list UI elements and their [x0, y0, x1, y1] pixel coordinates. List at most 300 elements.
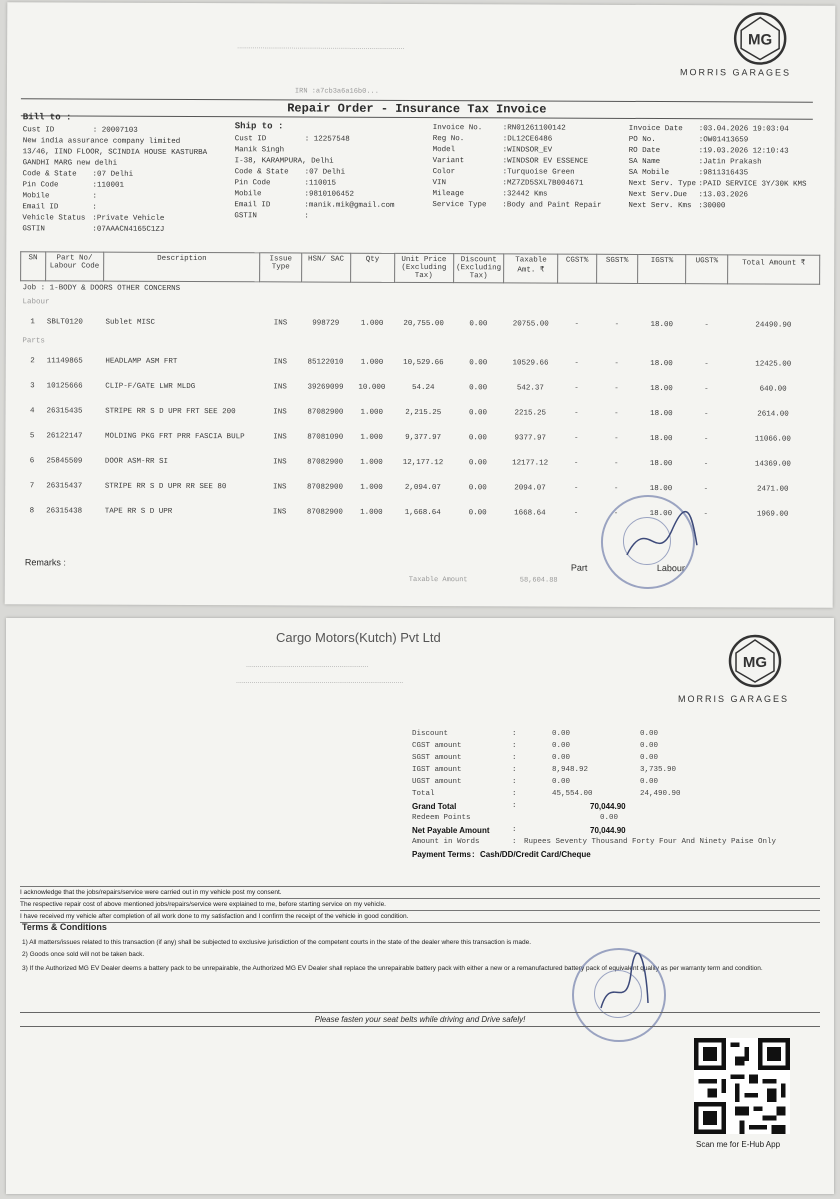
- column-header: CGST%: [558, 254, 597, 283]
- svg-text:MG: MG: [742, 654, 768, 671]
- cell-price: 2,094.07: [404, 483, 441, 492]
- kv-key: RO Date: [628, 146, 661, 156]
- cell-total: 640.00: [759, 384, 787, 394]
- cell-code: 26315437: [46, 481, 83, 491]
- cell-desc: Sublet MISC: [105, 318, 156, 327]
- cell-sn: 6: [29, 456, 35, 465]
- totals-k: SGST amount: [412, 754, 462, 762]
- kv-value: 13/46, IIND FLOOR, SCINDIA HOUSE KASTURBA: [22, 148, 208, 158]
- qr-code-icon[interactable]: [694, 1038, 790, 1134]
- cell-issue: INS: [273, 432, 287, 441]
- totals-c: :: [512, 742, 517, 750]
- mg-wordmark: MORRIS GARAGES: [679, 67, 792, 78]
- kv-value: :9810106452: [304, 190, 355, 199]
- cell-sn: 3: [30, 381, 35, 390]
- labour-footer-label: Labour: [656, 563, 685, 574]
- cell-disc: 0.00: [468, 433, 487, 442]
- kv-row: [234, 200, 394, 212]
- term-1: 1) All matters/issues related to this transaction (if any) shall be subjected to exclusive jurisdiction of the competent courts in the state of the dealer where this transaction is made.: [22, 939, 532, 946]
- kv-key: Mobile: [22, 192, 50, 201]
- kv-row: [22, 191, 207, 203]
- kv-row: [235, 145, 395, 157]
- company-address-faint: ...............................................................: [246, 662, 369, 669]
- kv-key: Vehicle Status: [22, 214, 86, 223]
- kv-value: :: [304, 212, 309, 221]
- kv-row: [433, 145, 602, 157]
- kv-key: Model: [432, 146, 456, 155]
- cell-qty: 1.000: [360, 508, 383, 517]
- kv-row: [23, 136, 208, 148]
- totals-b: 0.00: [640, 742, 659, 750]
- kv-row: [234, 211, 394, 223]
- column-header: Issue Type: [260, 253, 302, 282]
- totals-a: 0.00: [552, 730, 571, 738]
- cell-taxable: 2215.25: [514, 408, 547, 418]
- line-items-table: [19, 251, 820, 526]
- kv-row: [22, 180, 207, 192]
- totals-b: 24,490.90: [640, 790, 681, 798]
- cell-price: 1,668.64: [404, 508, 441, 517]
- cell-total: 2471.00: [756, 484, 789, 494]
- cell-hsn: 87082900: [307, 408, 344, 417]
- cell-disc: 0.00: [469, 408, 488, 417]
- kv-value: :07AAACN4165C1ZJ: [92, 225, 165, 234]
- kv-key: Reg No.: [432, 135, 465, 144]
- cell-issue: INS: [273, 457, 287, 466]
- cell-hsn: 85122010: [307, 358, 344, 367]
- seat-belt-notice: Please fasten your seat belts while driving and Drive safely!: [20, 1012, 820, 1027]
- cell-taxable: 1668.64: [514, 508, 546, 518]
- kv-row: [22, 202, 207, 214]
- kv-row: [235, 178, 395, 190]
- column-header: Total Amount ₹: [728, 255, 820, 284]
- kv-key: GSTIN: [234, 212, 257, 221]
- cell-issue: INS: [272, 507, 287, 516]
- cell-hsn: 87082900: [307, 458, 344, 467]
- kv-value: :32442 Kms: [502, 190, 548, 199]
- totals-a: 0.00: [552, 778, 571, 786]
- kv-key: PO No.: [628, 135, 656, 145]
- kv-value: :RN01261100142: [502, 124, 566, 133]
- term-2: 2) Goods once sold will not be taken back.: [22, 951, 145, 958]
- cell-qty: 1.000: [360, 483, 383, 492]
- kv-row: [629, 124, 807, 136]
- cell-desc: CLIP-F/GATE LWR MLDG: [105, 382, 196, 391]
- cell-ugst: -: [704, 359, 709, 368]
- parts-section-label: Parts: [22, 337, 45, 346]
- column-header: IGST%: [638, 254, 686, 283]
- cell-cgst: -: [574, 320, 580, 329]
- kv-value: :Private Vehicle: [92, 214, 165, 223]
- cell-sgst: -: [614, 434, 619, 443]
- kv-row: [235, 156, 395, 168]
- kv-row: [432, 200, 601, 212]
- column-header: SGST%: [596, 254, 638, 283]
- kv-value: :Body and Paint Repair: [502, 201, 602, 210]
- remarks-label: Remarks :: [24, 557, 66, 568]
- cell-desc: TAPE RR S D UPR: [104, 507, 173, 516]
- cell-sgst: -: [614, 359, 619, 368]
- kv-key: Invoice No.: [432, 124, 483, 133]
- totals-c: :: [512, 754, 517, 762]
- cell-code: 10125666: [46, 381, 83, 391]
- cell-taxable: 20755.00: [512, 319, 549, 329]
- kv-row: [628, 201, 806, 213]
- kv-value: :OW01413659: [698, 136, 749, 145]
- cell-sgst: -: [614, 409, 619, 418]
- kv-key: Variant: [432, 157, 465, 166]
- cell-ugst: -: [704, 384, 709, 393]
- kv-value: : 20007103: [92, 126, 138, 135]
- invoice-page-2: Cargo Motors(Kutch) Pvt Ltd ............................................................... ...................................................................................... MG MORRIS GARAGES Discount : 0.00 0.00 CGST amount : 0.00 0.00 SGST amount : 0.00 0.00 IGST amount : 8,948.92 3,735.90 UGST amount : 0.00 0.00 Total : 45,554.00 24,490.90 Grand Total : 70,044.90 Redeem Points 0.00 Net Payable Amount : 70,044.90 Amount in Words : Rupees Seventy Thousand Forty Four And Ninety Paise Only Payment Terms : Cash/DD/Credit Card/Cheque I acknowledge that the jobs/repairs/service were carried out in my vehicle post my consent. The respective repair cost of above mentioned jobs/repairs/service were explained to me, before starting service on my vehicle. I have received my vehicle after completion of all work done to my satisfaction and I confirm the receipt of the vehicle in good condition. Terms & Conditions 1) All matters/issues related to this transaction (if any) shall be subjected to exclusive jurisdiction of the competent courts in the state of the dealer where this transaction is made. 2) Goods once sold will not be taken back. 3) If the Authorized MG EV Dealer deems a battery pack to be unrepairable, the Authorized MG EV Dealer shall replace the unrepairable battery pack with either a new or a remanufactured battery pack of equivalent quality as per warranty term and condition. Please fasten your seat belts while driving and Drive safely! Scan me for E-Hub App: [6, 618, 834, 1194]
- kv-value: :: [92, 192, 98, 201]
- kv-value: :9811316435: [698, 169, 749, 178]
- cell-igst: 18.00: [650, 359, 673, 368]
- column-header: UGST%: [686, 255, 728, 284]
- ack-line-3: I have received my vehicle after completion of all work done to my satisfaction and I confirm the receipt of the vehicle in good condition.: [20, 911, 820, 923]
- cell-issue: INS: [273, 318, 288, 327]
- cell-igst: 18.00: [649, 484, 673, 493]
- cell-total: 14369.00: [754, 459, 791, 469]
- kv-key: Code & State: [22, 170, 77, 179]
- cell-ugst: -: [704, 320, 709, 329]
- kv-key: Pin Code: [22, 181, 59, 190]
- column-header: Description: [104, 252, 260, 282]
- kv-value: Manik Singh: [234, 146, 285, 155]
- totals-k: CGST amount: [412, 742, 462, 750]
- cell-ugst: -: [703, 509, 709, 518]
- cell-hsn: 87082900: [306, 508, 343, 517]
- cell-sn: 2: [30, 356, 35, 365]
- cell-sn: 5: [29, 431, 35, 440]
- totals-b: 0.00: [640, 778, 659, 786]
- redeem-value: 0.00: [600, 814, 619, 822]
- kv-key: GSTIN: [22, 225, 45, 234]
- cell-hsn: 87081090: [307, 433, 344, 442]
- cell-ugst: -: [703, 409, 709, 418]
- cell-price: 20,755.00: [403, 319, 444, 328]
- cell-code: 26315435: [46, 406, 83, 416]
- kv-row: [629, 157, 807, 169]
- ack-line-2: The respective repair cost of above mentioned jobs/repairs/service were explained to me, before starting service on my vehicle.: [20, 899, 820, 911]
- kv-key: Next Serv.Due: [628, 190, 688, 200]
- kv-key: Mileage: [432, 190, 465, 199]
- cell-cgst: -: [574, 384, 579, 393]
- payment-terms-value: Cash/DD/Credit Card/Cheque: [480, 850, 591, 859]
- cell-hsn: 87082900: [306, 483, 344, 492]
- kv-value: GANDHI MARG new delhi: [22, 159, 118, 168]
- cell-code: 26122147: [46, 431, 83, 441]
- cell-igst: 18.00: [649, 459, 673, 468]
- kv-row: [23, 169, 208, 181]
- redeem-label: Redeem Points: [412, 814, 471, 822]
- column-header: Taxable Amt. ₹: [504, 254, 558, 283]
- cell-issue: INS: [272, 482, 287, 491]
- column-header: SN: [21, 252, 46, 281]
- cell-disc: 0.00: [469, 319, 488, 328]
- kv-value: :WINDSOR_EV: [502, 146, 553, 155]
- cell-igst: 18.00: [650, 409, 673, 418]
- invoice-meta-block: [628, 124, 806, 213]
- term-3: 3) If the Authorized MG EV Dealer deems a battery pack to be unrepairable, the Authorized MG EV Dealer shall replace the unrepairable battery pack with either a new or a remanufactured battery pack of equivalent quality as per warranty term and condition.: [22, 965, 763, 972]
- company-address-faint-2: ......................................................................................: [236, 678, 404, 685]
- cell-sn: 8: [29, 506, 35, 515]
- vehicle-info-block: [432, 123, 601, 212]
- kv-value: :DL12CE6486: [502, 135, 553, 144]
- amount-words-value: Rupees Seventy Thousand Forty Four And Ninety Paise Only: [524, 838, 777, 846]
- cell-taxable: 2094.07: [514, 483, 546, 493]
- kv-key: SA Name: [628, 157, 661, 167]
- cell-hsn: 998729: [312, 319, 340, 328]
- cell-ugst: -: [703, 459, 709, 468]
- cell-price: 54.24: [412, 383, 435, 392]
- cell-taxable: 12177.12: [512, 458, 549, 468]
- kv-value: :07 Delhi: [92, 170, 134, 179]
- kv-row: [433, 167, 602, 179]
- totals-k: Discount: [412, 730, 449, 738]
- cell-sgst: -: [613, 509, 619, 518]
- signature-icon: [617, 505, 707, 575]
- cell-total: 11066.00: [754, 434, 791, 444]
- cell-cgst: -: [573, 484, 579, 493]
- cell-code: 25845509: [46, 456, 83, 466]
- taxable-amount-value: 58,604.88: [519, 576, 558, 585]
- ship-to-block: [234, 121, 394, 223]
- amount-words-label: Amount in Words: [412, 838, 480, 846]
- ack-line-1: I acknowledge that the jobs/repairs/service were carried out in my vehicle post my consent.: [20, 886, 820, 899]
- cell-ugst: -: [703, 484, 709, 493]
- table-row: [20, 309, 819, 337]
- kv-key: Mobile: [234, 190, 262, 199]
- kv-row: [234, 189, 394, 201]
- cell-price: 2,215.25: [405, 408, 442, 417]
- part-footer-label: Part: [570, 562, 588, 573]
- grand-total-label: Grand Total: [412, 802, 457, 811]
- kv-row: [629, 146, 807, 158]
- kv-value: :MZ7ZD5SXL7B004671: [502, 179, 584, 188]
- cell-sn: 4: [30, 406, 35, 415]
- kv-row: [235, 167, 395, 179]
- cell-total: 12425.00: [755, 359, 792, 369]
- kv-row: [22, 213, 207, 225]
- kv-row: [432, 189, 601, 201]
- cell-hsn: 39269099: [307, 383, 344, 392]
- mg-logo-icon: [728, 634, 782, 688]
- kv-value: :13.03.2026: [698, 191, 749, 200]
- kv-key: Next Serv. Type: [628, 179, 697, 189]
- kv-value: I-38, KARAMPURA, Delhi: [234, 157, 334, 166]
- cell-taxable: 10529.66: [512, 358, 549, 368]
- kv-value: :30000: [698, 202, 726, 211]
- cell-igst: 18.00: [649, 509, 673, 518]
- kv-value: :PAID SERVICE 3Y/30K KMS: [698, 180, 807, 189]
- table-row: [20, 423, 819, 451]
- cell-sgst: -: [614, 384, 619, 393]
- totals-b: 3,735.90: [640, 766, 677, 774]
- cell-qty: 1.000: [360, 458, 383, 467]
- kv-row: [235, 134, 395, 146]
- job-line: Job : 1-BODY & DOORS OTHER CONCERNS: [22, 284, 181, 293]
- terms-title: Terms & Conditions: [22, 922, 107, 932]
- kv-row: [629, 135, 807, 147]
- column-header: Qty: [350, 253, 394, 282]
- mg-logo-icon: [733, 11, 787, 65]
- kv-row: [23, 125, 208, 137]
- kv-row: [629, 179, 807, 191]
- cell-taxable: 542.37: [516, 383, 544, 393]
- net-payable-value: 70,044.90: [590, 826, 626, 835]
- column-header: Part No/ Labour Code: [45, 252, 104, 281]
- cell-issue: INS: [273, 382, 287, 391]
- kv-value: : 12257548: [304, 135, 350, 144]
- cell-cgst: -: [574, 409, 579, 418]
- cell-disc: 0.00: [469, 383, 488, 392]
- cell-disc: 0.00: [469, 358, 488, 367]
- cell-cgst: -: [573, 509, 579, 518]
- table-row: [20, 398, 819, 426]
- cell-sgst: -: [613, 484, 619, 493]
- cell-igst: 18.00: [650, 320, 674, 329]
- cell-desc: MOLDING PKG FRT PRR FASCIA BULP: [105, 432, 245, 441]
- kv-value: :07 Delhi: [304, 168, 346, 177]
- kv-key: Email ID: [234, 201, 271, 210]
- cell-igst: 18.00: [650, 384, 673, 393]
- kv-row: [433, 156, 602, 168]
- kv-value: :110001: [92, 181, 125, 190]
- kv-row: [22, 224, 207, 236]
- kv-value: :: [92, 203, 97, 212]
- kv-key: Invoice Date: [628, 124, 683, 134]
- table-row: [20, 373, 819, 401]
- cell-code: SBLT0120: [46, 317, 83, 327]
- totals-c: :: [512, 790, 517, 798]
- cell-price: 9,377.97: [405, 433, 442, 442]
- cell-sgst: -: [614, 320, 620, 329]
- cell-total: 2614.00: [757, 409, 789, 419]
- kv-row: [628, 190, 806, 202]
- cell-qty: 1.000: [360, 319, 384, 328]
- kv-key: Pin Code: [234, 179, 271, 188]
- cell-sn: 1: [30, 317, 35, 326]
- totals-a: 0.00: [552, 742, 571, 750]
- mg-wordmark: MORRIS GARAGES: [678, 694, 790, 704]
- cell-issue: INS: [273, 357, 288, 366]
- cell-cgst: -: [573, 459, 579, 468]
- kv-value: :19.03.2026 12:10:43: [698, 147, 789, 156]
- table-row: [20, 473, 819, 501]
- payment-terms-label: Payment Terms: [412, 850, 471, 859]
- kv-key: Code & State: [234, 168, 289, 177]
- svg-text:MG: MG: [748, 31, 773, 49]
- kv-key: Next Serv. Kms: [628, 201, 692, 211]
- cell-desc: STRIPE RR S D UPR RR SEE 80: [104, 482, 227, 491]
- column-header: Discount (Excluding Tax): [453, 254, 504, 283]
- cell-code: 26315438: [46, 506, 83, 516]
- cell-igst: 18.00: [649, 434, 673, 443]
- bill-to-heading: Bill to :: [22, 112, 72, 123]
- invoice-title: Repair Order - Insurance Tax Invoice: [21, 98, 813, 119]
- cell-sgst: -: [613, 459, 619, 468]
- kv-row: [433, 134, 602, 146]
- cell-desc: STRIPE RR S D UPR FRT SEE 200: [105, 407, 236, 416]
- irn-number: IRN :a7cb3a6a16b0...: [294, 87, 379, 96]
- company-name: Cargo Motors(Kutch) Pvt Ltd: [276, 630, 441, 645]
- cell-price: 10,529.66: [403, 358, 444, 367]
- cell-desc: HEADLAMP ASM FRT: [105, 357, 178, 366]
- kv-key: Email ID: [22, 203, 59, 212]
- totals-b: 0.00: [640, 754, 659, 762]
- totals-c: :: [512, 778, 517, 786]
- invoice-page-1: [5, 2, 836, 608]
- grand-total-value: 70,044.90: [590, 802, 626, 811]
- kv-value: :manik.mik@gmail.com: [304, 201, 395, 210]
- kv-value: :110015: [304, 179, 337, 188]
- kv-key: Service Type: [432, 201, 487, 210]
- table-row: [20, 448, 819, 476]
- cell-qty: 1.000: [360, 433, 383, 442]
- cell-price: 12,177.12: [402, 458, 444, 467]
- totals-k: Total: [412, 790, 435, 798]
- cell-cgst: -: [574, 359, 579, 368]
- kv-row: [433, 123, 602, 135]
- ship-to-heading: Ship to :: [234, 121, 284, 132]
- kv-value: New india assurance company limited: [22, 137, 181, 146]
- totals-k: IGST amount: [412, 766, 462, 774]
- cell-sn: 7: [29, 481, 35, 490]
- kv-row: [629, 168, 807, 180]
- totals-a: 0.00: [552, 754, 571, 762]
- table-row: [20, 348, 819, 376]
- cell-desc: DOOR ASM-RR SI: [104, 457, 168, 466]
- kv-key: SA Mobile: [628, 168, 670, 178]
- kv-value: :Turquoise Green: [502, 168, 575, 177]
- totals-c: :: [512, 730, 517, 738]
- qr-caption: Scan me for E-Hub App: [696, 1140, 781, 1149]
- column-header: Unit Price (Excluding Tax): [394, 253, 453, 282]
- cell-qty: 1.000: [360, 358, 384, 367]
- table-header-row: [21, 252, 820, 284]
- totals-c: :: [512, 766, 517, 774]
- kv-key: Cust ID: [22, 126, 55, 135]
- cell-cgst: -: [574, 434, 579, 443]
- cell-taxable: 9377.97: [514, 433, 546, 443]
- cell-qty: 1.000: [360, 408, 384, 417]
- kv-value: :WINDSOR EV ESSENCE: [502, 157, 589, 166]
- totals-b: 0.00: [640, 730, 659, 738]
- cell-disc: 0.00: [468, 458, 487, 467]
- cell-issue: INS: [273, 407, 287, 416]
- totals-a: 8,948.92: [552, 766, 589, 774]
- cell-ugst: -: [703, 434, 709, 443]
- kv-value: :Jatin Prakash: [698, 158, 762, 167]
- cell-disc: 0.00: [468, 483, 487, 492]
- kv-key: Color: [432, 168, 456, 177]
- cell-total: 1969.00: [756, 509, 789, 519]
- taxable-amount-label: Taxable Amount: [408, 575, 468, 585]
- labour-section-label: Labour: [22, 298, 50, 307]
- cell-code: 11149865: [46, 356, 83, 366]
- bill-to-block: [22, 112, 207, 236]
- kv-row: [23, 147, 208, 159]
- totals-a: 45,554.00: [552, 790, 593, 798]
- kv-key: VIN: [432, 179, 447, 188]
- cell-disc: 0.00: [468, 508, 487, 517]
- totals-k: UGST amount: [412, 778, 462, 786]
- kv-value: :03.04.2026 19:03:04: [698, 125, 789, 134]
- kv-row: [23, 158, 208, 170]
- kv-row: [433, 178, 602, 190]
- kv-key: Cust ID: [234, 135, 267, 144]
